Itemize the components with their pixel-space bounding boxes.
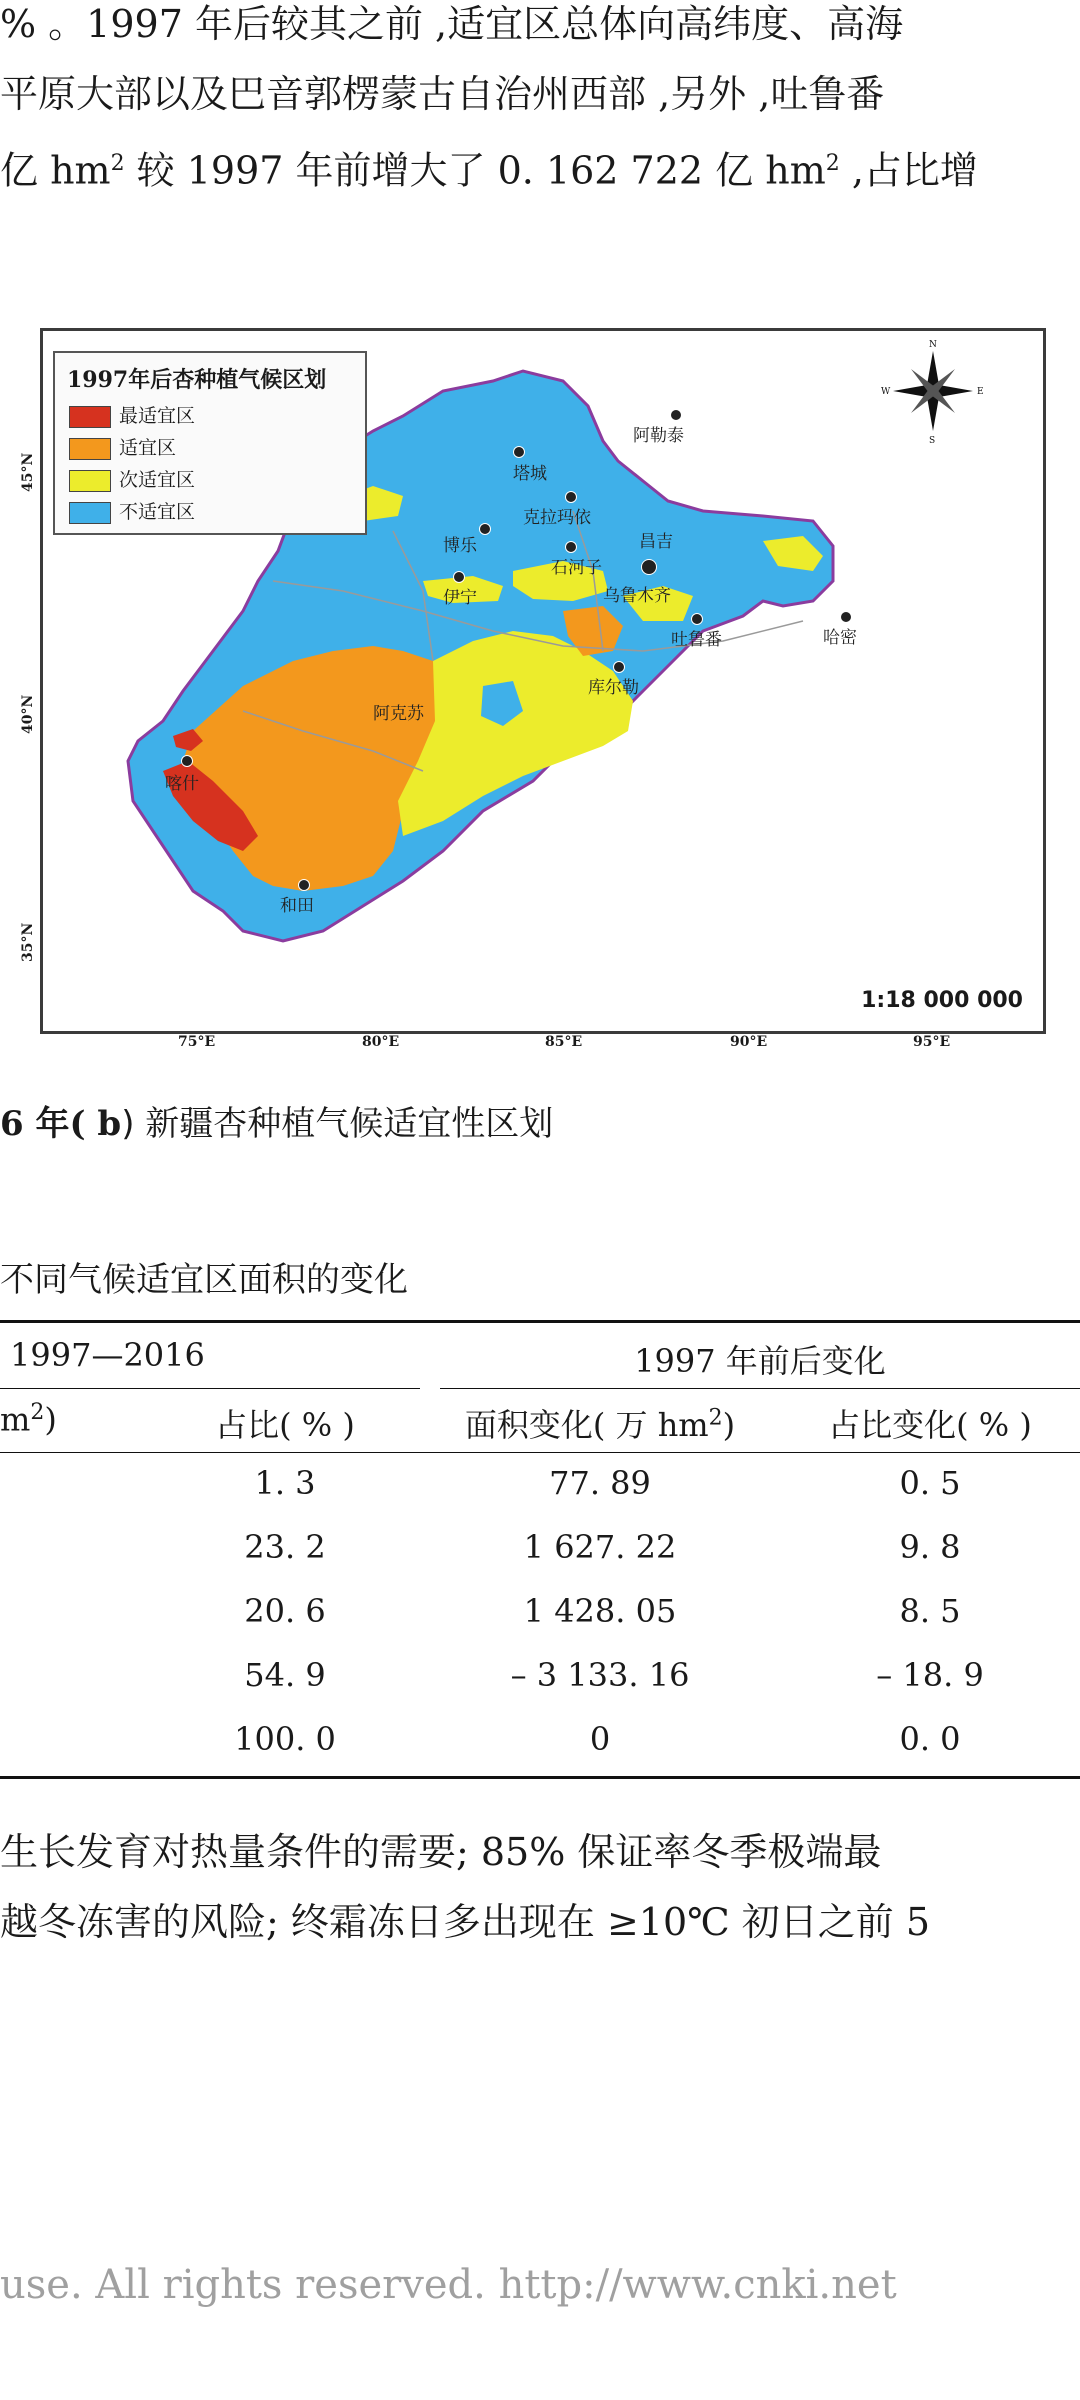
legend-item-unsuitable [69, 497, 195, 521]
city-label: 乌鲁木齐 [603, 586, 671, 606]
compass-e: E [977, 387, 984, 397]
legend-label: 最适宜区 [119, 405, 196, 427]
city-label: 和田 [280, 896, 314, 916]
body-text-line-2: 平原大部以及巴音郭楞蒙古自治州西部 ,另外 ,吐鲁番 [0, 72, 885, 116]
body-text-line-3-c: ,占比增 [839, 148, 978, 193]
caption-prefix: 6 年( [0, 1104, 86, 1144]
city-dot [565, 491, 577, 503]
table-cell-area-change: 1 428. 05 [523, 1592, 677, 1630]
lon-label: 95°E [913, 1034, 951, 1050]
table-cell-ratio-change: 0. 5 [899, 1464, 961, 1502]
superscript: 2 [825, 151, 840, 176]
city-label: 石河子 [551, 558, 602, 578]
city-label: 吐鲁番 [671, 630, 722, 650]
superscript: 2 [30, 1400, 45, 1425]
column-header-area-change [440, 1400, 760, 1446]
lat-label: 35°N [20, 922, 36, 962]
figure-caption [0, 1102, 553, 1146]
city-label: 库尔勒 [588, 678, 639, 698]
col-area-change-pre: 面积变化( 万 hm [464, 1406, 709, 1444]
capital-dot [641, 559, 657, 575]
col-partial-close: ) [44, 1400, 57, 1439]
legend-title: 1997年后杏种植气候区划 [67, 367, 327, 393]
col-partial-unit: m [0, 1400, 31, 1439]
city-label: 阿克苏 [373, 704, 424, 724]
legend-item-most-suitable [69, 401, 195, 425]
city-dot [479, 523, 491, 535]
city-dot [691, 613, 703, 625]
copyright-watermark: use. All rights reserved. http://www.cnki.net [0, 2262, 897, 2308]
table-cell-area-change: – 3 133. 16 [510, 1656, 690, 1694]
table-cell-ratio-change: 9. 8 [899, 1528, 961, 1566]
lon-label: 90°E [730, 1034, 768, 1050]
table-cell-area-change: 0 [589, 1720, 611, 1758]
lon-label: 85°E [545, 1034, 583, 1050]
city-dot [298, 879, 310, 891]
table-cell-area-change: 77. 89 [549, 1464, 651, 1502]
body-text-line-3-b: 较 1997 年前增大了 0. 162 722 亿 hm [124, 148, 826, 193]
city-dot [613, 661, 625, 673]
superscript: 2 [708, 1405, 723, 1431]
table-cell-area-change: 1 627. 22 [523, 1528, 677, 1566]
city-label: 阿勒泰 [633, 426, 684, 446]
table-cell-ratio-change: 8. 5 [899, 1592, 961, 1630]
city-dot [840, 611, 852, 623]
body-text-line-3 [0, 140, 978, 195]
group-header-right: 1997 年前后变化 [634, 1342, 886, 1380]
caption-bold: b [85, 1104, 122, 1144]
table-bottom-rule [0, 1776, 1080, 1779]
table-cell-ratio: 54. 9 [244, 1656, 326, 1694]
group-rule-right [440, 1388, 1080, 1389]
legend-label: 不适宜区 [119, 501, 196, 523]
compass-s: S [929, 436, 936, 446]
lon-label: 75°E [178, 1034, 216, 1050]
lat-label: 40°N [20, 694, 36, 734]
body-text-line-3-a: 亿 hm [0, 148, 111, 193]
city-dot [565, 541, 577, 553]
city-dot [513, 446, 525, 458]
city-label: 博乐 [443, 536, 477, 556]
legend-swatch [69, 470, 111, 492]
legend-label: 适宜区 [119, 437, 177, 459]
legend-swatch [69, 406, 111, 428]
group-header-left: 1997—2016 [10, 1336, 205, 1374]
legend-swatch [69, 502, 111, 524]
legend-swatch [69, 438, 111, 460]
city-label: 塔城 [513, 464, 547, 484]
map-figure [0, 322, 1080, 1062]
body-text-line-1: % 。1997 年后较其之前 ,适宜区总体向高纬度、高海 [0, 2, 904, 46]
col-area-change-post: ) [722, 1406, 736, 1444]
table-cell-ratio: 20. 6 [244, 1592, 326, 1630]
table-cell-ratio: 100. 0 [234, 1720, 336, 1758]
map-scale: 1:18 000 000 [861, 988, 1023, 1013]
legend-item-suitable [69, 433, 176, 457]
table-title: 不同气候适宜区面积的变化 [0, 1260, 408, 1300]
legend-label: 次适宜区 [119, 469, 196, 491]
city-dot [181, 755, 193, 767]
city-label: 喀什 [165, 774, 199, 794]
column-header-ratio-change: 占比变化( % ) [828, 1406, 1032, 1444]
lat-label: 45°N [20, 452, 36, 492]
header-bottom-rule [0, 1452, 1080, 1453]
city-label: 昌吉 [639, 532, 673, 552]
city-dot [670, 409, 682, 421]
lon-label: 80°E [362, 1034, 400, 1050]
table-top-rule [0, 1320, 1080, 1323]
city-label: 克拉玛依 [523, 508, 591, 528]
table-cell-ratio-change: 0. 0 [899, 1720, 961, 1758]
superscript: 2 [110, 151, 125, 176]
table-cell-ratio-change: – 18. 9 [876, 1656, 984, 1694]
body-after-line-1: 生长发育对热量条件的需要; 85% 保证率冬季极端最 [0, 1830, 882, 1874]
city-dot [453, 571, 465, 583]
group-rule-left [0, 1388, 420, 1389]
column-header-ratio: 占比( % ) [215, 1406, 355, 1444]
column-header-partial [0, 1400, 60, 1439]
city-label: 伊宁 [443, 588, 477, 608]
map-frame [40, 328, 1046, 1034]
compass-w: W [881, 387, 891, 397]
map-legend [53, 351, 367, 535]
caption-suffix: ) 新疆杏种植气候适宜性区划 [121, 1104, 554, 1144]
table-cell-ratio: 1. 3 [254, 1464, 316, 1502]
body-after-line-2: 越冬冻害的风险; 终霜冻日多出现在 ≥10℃ 初日之前 5 [0, 1900, 931, 1944]
compass-n: N [929, 340, 937, 350]
city-label: 哈密 [823, 628, 857, 648]
table-cell-ratio: 23. 2 [244, 1528, 326, 1566]
legend-item-sub-suitable [69, 465, 195, 489]
